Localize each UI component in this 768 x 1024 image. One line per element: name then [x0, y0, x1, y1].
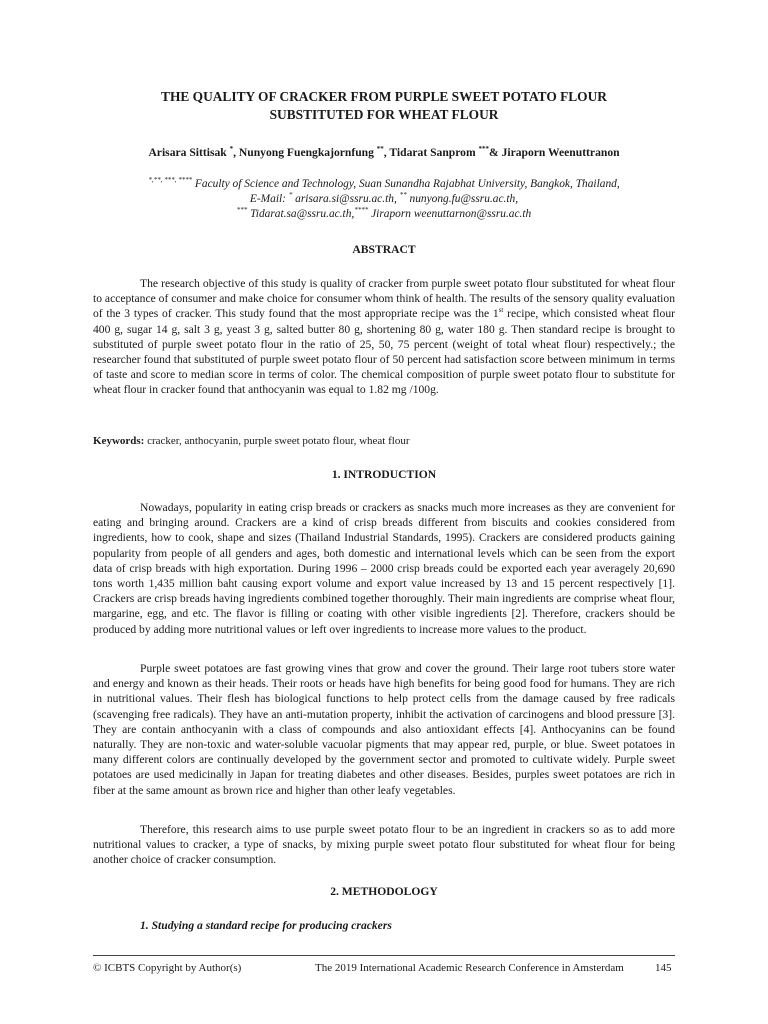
email-mark-4: ****: [354, 206, 369, 215]
affiliation-line-1: [93, 177, 675, 192]
footer-copyright: © ICBTS Copyright by Author(s): [93, 962, 242, 974]
email-label: E-Mail:: [249, 193, 289, 205]
author-3: , Tidarat Sanprom: [383, 146, 476, 159]
affiliation-marks: *,**, ***, ****: [148, 176, 193, 185]
author-3-mark: ***: [478, 145, 490, 154]
affiliation-line-3: [93, 207, 675, 222]
keywords-label: Keywords:: [93, 435, 145, 447]
email-mark-3: ***: [236, 206, 248, 215]
email-2: nunyong.fu@ssru.ac.th,: [406, 193, 519, 205]
methodology-subheading-1: 1. Studying a standard recipe for producing crackers: [140, 919, 392, 932]
title-line-1: THE QUALITY OF CRACKER FROM PURPLE SWEET POTATO FLOUR: [161, 89, 607, 104]
abstract-heading: ABSTRACT: [352, 243, 416, 256]
email-mark-1: *: [288, 191, 293, 200]
footer-divider: [93, 955, 675, 956]
abstract-text-part-1: The research objective of this study is quality of cracker from purple sweet potato flour substituted for wheat flour to acceptance of consumer and make choice for consumer whom think of health. The results of the sensory quality evaluation of the 3 types of cracker. This study found that the most appropriate recipe was the 1: [93, 277, 675, 321]
abstract-text-part-2: recipe, which consisted wheat flour 400 g, sugar 14 g, salt 3 g, yeast 3 g, salted butter 80 g, shortening 80 g, water 180 g. Then standard recipe is brought to substituted of purple sweet potato flour in the ratio of 25, 50, 75 percent (weight of total wheat flour) respectively.; the researcher found that substituted of purple sweet potato flour of 50 percent had satisfaction score between minimum in terms of taste and score to median score in terms of color. The chemical composition of purple sweet potato flour to substitute for wheat flour in cracker found that anthocyanin was equal to 1.82 mg /100g.: [93, 307, 675, 397]
author-2-mark: **: [376, 145, 384, 154]
introduction-paragraph-1: Nowadays, popularity in eating crisp breads or crackers as snacks much more increases as they are convenient for eating and bringing around. Crackers are a kind of crisp breads different from biscuits and cookies considered from ingredients, how to cook, shape and sizes (Thailand Industrial Standards, 1995). Crackers are considered products gaining popularity from people of all genders and ages, both domestic and international levels which can be seen from the export data of crisp breads with high exportation. During 1996 – 2000 crisp breads could be exported each year averagely 20,690 tons worth 1,435 million baht causing export volume and export value increased by 13 and 15 percent respectively [1]. Crackers are crisp breads having ingredients combined together thoroughly. Their main ingredients are comprise wheat flour, margarine, egg, and etc. The flavor is filling or coating with other visible ingredients [2]. Therefore, crackers should be produced by adding more nutritional values or left over ingredients to increase more values to the product.: [93, 501, 675, 636]
footer-conference: The 2019 International Academic Research Conference in Amsterdam: [315, 962, 624, 974]
author-4: & Jiraporn Weenuttranon: [489, 146, 620, 159]
paper-title: [93, 88, 675, 123]
author-list: [93, 146, 675, 159]
email-1: arisara.si@ssru.ac.th,: [292, 193, 400, 205]
methodology-heading: 2. METHODOLOGY: [330, 885, 438, 898]
abstract-ordinal: st: [498, 306, 504, 315]
email-4: Jiraporn weenuttarnon@ssru.ac.th: [368, 208, 532, 220]
title-line-2: SUBSTITUTED FOR WHEAT FLOUR: [269, 106, 499, 122]
email-3: Tidarat.sa@ssru.ac.th,: [247, 208, 355, 220]
author-1-mark: *: [229, 145, 234, 154]
keywords: [93, 435, 675, 447]
author-2: , Nunyong Fuengkajornfung: [233, 146, 374, 159]
affiliation-line-2: [93, 192, 675, 207]
email-mark-2: **: [399, 191, 407, 200]
page-number: 145: [655, 962, 672, 974]
introduction-heading: 1. INTRODUCTION: [331, 468, 437, 481]
affiliation-block: [93, 177, 675, 222]
paper-page: [93, 0, 675, 1024]
keywords-list: cracker, anthocyanin, purple sweet potato flour, wheat flour: [144, 435, 410, 447]
abstract-text: [93, 276, 675, 398]
author-1: Arisara Sittisak: [148, 146, 227, 159]
introduction-paragraph-3: Therefore, this research aims to use purple sweet potato flour to be an ingredient in crackers so as to add more nutritional values to cracker, a type of snacks, by mixing purple sweet potato flour substituted for wheat flour for being another choice of cracker consumption.: [93, 823, 675, 867]
affiliation-text: Faculty of Science and Technology, Suan Sunandha Rajabhat University, Bangkok, Thailand,: [192, 178, 620, 190]
introduction-paragraph-2: Purple sweet potatoes are fast growing vines that grow and cover the ground. Their large root tubers store water and energy and known as their heads. Their roots or heads have high benefits for being good food for humans. They are rich in nutritional values. Their flesh has biological functions to help protect cells from the damage caused by free radicals (scavenging free radicals). They have an anti-mutation property, inhibit the activation of carcinogens and blood pressure [3]. They are contain anthocyanin with a class of compounds and also antioxidant effects [4]. Anthocyanins can be found naturally. They are non-toxic and water-soluble vacuolar pigments that may appear red, purple, or blue. Sweet potatoes in many different colors are continually developed by the government sector and promoted to cultivate widely. Purple sweet potatoes are used medicinally in Japan for treating diabetes and other diseases. Besides, purples sweet potatoes are rich in fiber at the same amount as brown rice and higher than other leafy vegetables.: [93, 662, 675, 797]
